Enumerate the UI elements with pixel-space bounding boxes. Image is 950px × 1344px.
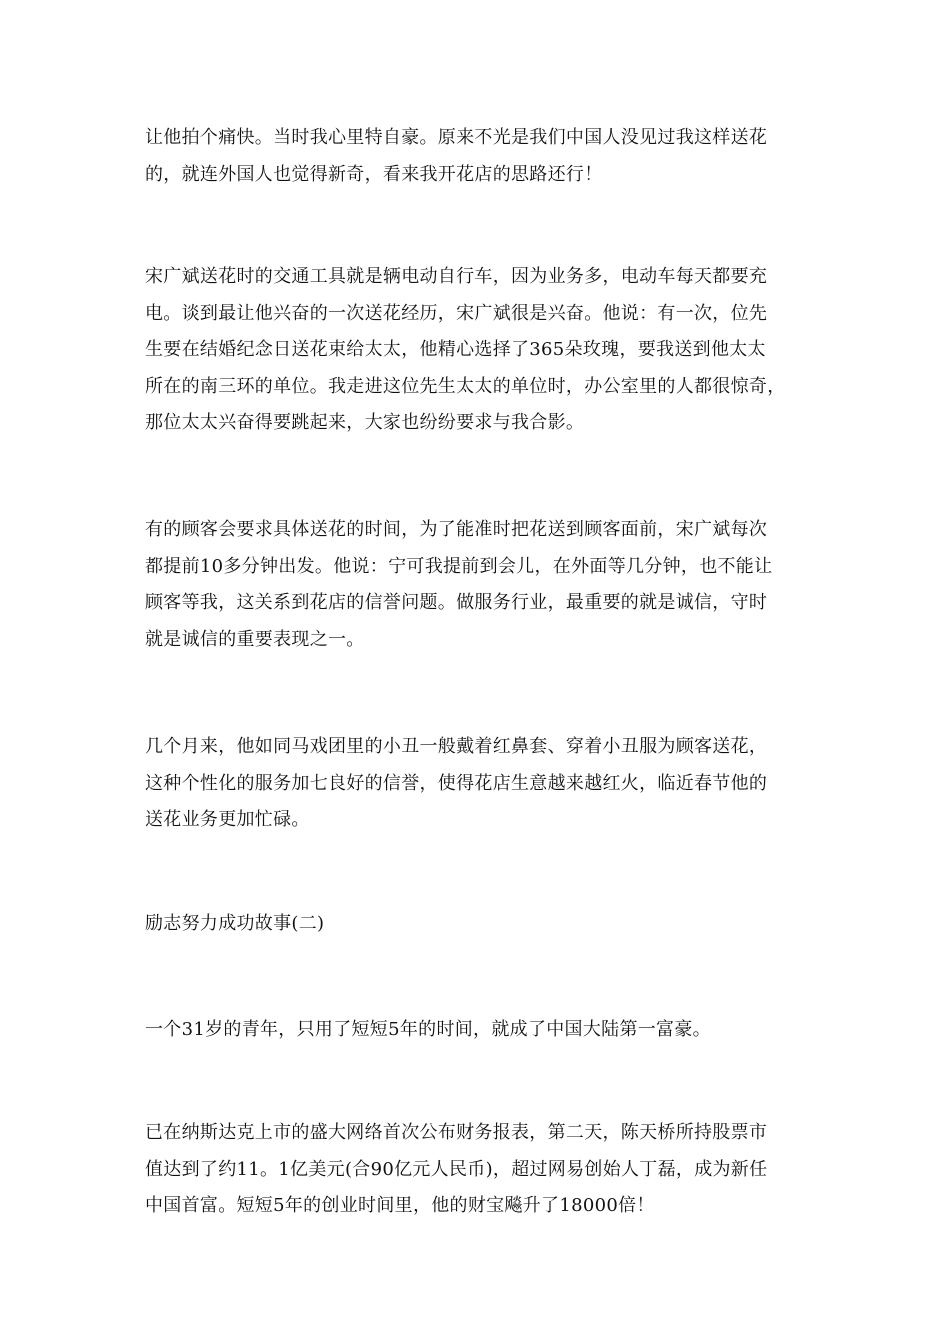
text-line: 那位太太兴奋得要跳起来，大家也纷纷要求与我合影。: [145, 412, 585, 433]
text-line: 一个31岁的青年，只用了短短5年的时间，就成了中国大陆第一富豪。: [145, 1019, 711, 1040]
text-line: 电。谈到最让他兴奋的一次送花经历，宋广斌很是兴奋。他说：有一次，位先: [145, 302, 768, 324]
section-heading: [145, 906, 810, 943]
text-line: 所在的南三环的单位。我走进这位先生太太的单位时，办公室里的人都很惊奇，: [145, 375, 786, 397]
text-line: 中国首富。短短5年的创业时间里，他的财宝飚升了18000倍！: [145, 1195, 655, 1216]
text-line: 有的顾客会要求具体送花的时间，为了能准时把花送到顾客面前，宋广斌每次: [145, 519, 768, 540]
paragraph-3: [145, 512, 810, 658]
text-line: 顾客等我，这关系到花店的信誉问题。做服务行业，最重要的就是诚信，守时: [145, 592, 768, 613]
text-line: 已在纳斯达克上市的盛大网络首次公布财务报表，第二天，陈天桥所持股票市: [145, 1122, 768, 1143]
text-line: 送花业务更加忙碌。: [145, 809, 310, 830]
text-line: 生要在结婚纪念日送花束给太太，他精心选择了365朵玫瑰，要我送到他太太: [145, 339, 766, 360]
text-line: 就是诚信的重要表现之一。: [145, 628, 365, 650]
text-line: 值达到了约11。1亿美元(合90亿元人民币)，超过网易创始人丁磊，成为新任: [145, 1158, 768, 1180]
paragraph-5: [145, 1012, 810, 1049]
text-line: 励志努力成功故事(二): [145, 913, 325, 934]
paragraph-6: [145, 1115, 810, 1225]
paragraph-2: [145, 259, 810, 442]
paragraph-1: [145, 120, 810, 193]
text-line: 让他拍个痛快。当时我心里特自豪。原来不光是我们中国人没见过我这样送花: [145, 127, 768, 148]
text-line: 这种个性化的服务加七良好的信誉，使得花店生意越来越红火，临近春节他的: [145, 772, 768, 794]
paragraph-4: [145, 729, 810, 839]
text-line: 宋广斌送花时的交通工具就是辆电动自行车，因为业务多，电动车每天都要充: [145, 266, 768, 287]
text-line: 都提前10多分钟出发。他说：宁可我提前到会儿，在外面等几分钟，也不能让: [145, 555, 773, 577]
text-line: 的，就连外国人也觉得新奇，看来我开花店的思路还行！: [145, 163, 603, 185]
text-line: 几个月来，他如同马戏团里的小丑一般戴着红鼻套、穿着小丑服为顾客送花，: [145, 736, 768, 757]
